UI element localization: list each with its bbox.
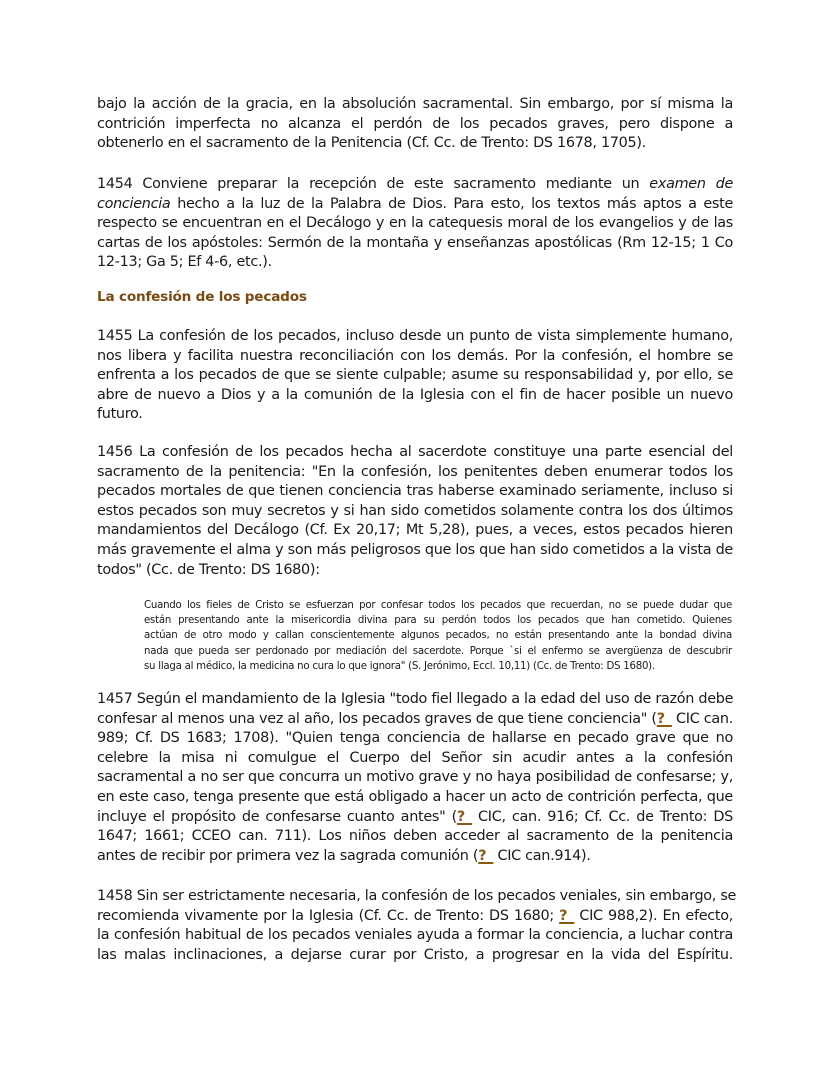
text-line: futuro. bbox=[97, 406, 143, 423]
text-run: 1454 Conviene preparar la recepción de este sacramento mediante un bbox=[97, 176, 640, 192]
text-line: todos" (Cc. de Trento: DS 1680): bbox=[97, 561, 320, 578]
italic-term: examen de bbox=[649, 176, 733, 192]
paragraph-1454 bbox=[97, 175, 733, 273]
text-line: las malas inclinaciones, a dejarse curar por Cristo, a progresar en la vida del Espíritu. bbox=[97, 946, 733, 963]
text-line bbox=[97, 195, 733, 215]
text-line bbox=[97, 175, 733, 195]
text-line: más gravemente el alma y son más peligrosos que los que han sido cometidos a la vista de bbox=[97, 541, 733, 558]
text-line: nos libera y facilita nuestra reconciliación con los demás. Por la confesión, el hombre se bbox=[97, 347, 733, 364]
text-line: abre de nuevo a Dios y a la comunión de la Iglesia con el fin de hacer posible un nuevo bbox=[97, 386, 733, 403]
text-line: 12-13; Ga 5; Ef 4-6, etc.). bbox=[97, 254, 272, 271]
section-heading: La confesión de los pecados bbox=[97, 289, 307, 305]
text-line: 1456 La confesión de los pecados hecha al sacerdote constituye una parte esencial del bbox=[97, 444, 733, 460]
cross-reference-link[interactable]: ?_ bbox=[456, 808, 472, 825]
quote-line: están presentando ante la misericordia divina para su perdón todos los pecados que han cometido. Quienes bbox=[144, 615, 732, 627]
paragraph-1455 bbox=[97, 327, 733, 425]
text-line: cartas de los apóstoles: Sermón de la montaña y enseñanzas apostólicas (Rm 12-15; 1 Co bbox=[97, 234, 733, 251]
text-line: pecados mortales de que tienen conciencia tras haberse examinado seriamente, incluso si bbox=[97, 483, 733, 500]
text-run: CIC, can. 916; Cf. Cc. de Trento: DS bbox=[471, 808, 733, 825]
text-line: celebre la misa ni comulgue el Cuerpo del Señor sin acudir antes a la confesión bbox=[97, 749, 733, 766]
text-line: 989; Cf. DS 1683; 1708). "Quien tenga conciencia de hallarse en pecado grave que no bbox=[97, 730, 733, 747]
text-line: respecto se encuentran en el Decálogo y en la catequesis moral de los evangelios y de las bbox=[97, 215, 733, 232]
text-run: CIC 988,2). En efecto, bbox=[574, 907, 734, 924]
text-line: bajo la acción de la gracia, en la absolución sacramental. Sin embargo, por sí misma la bbox=[97, 96, 733, 112]
text-line bbox=[97, 710, 733, 730]
quote-line: Cuando los fieles de Cristo se esfuerzan por confesar todos los pecados que recuerdan, no se puede dudar que bbox=[144, 600, 732, 611]
cross-reference-link[interactable]: ?_ bbox=[478, 847, 494, 864]
text-line: 1455 La confesión de los pecados, incluso desde un punto de vista simplemente humano, bbox=[97, 328, 733, 344]
cross-reference-link[interactable]: ?_ bbox=[559, 907, 575, 924]
text-line: sacramento de la penitencia: "En la confesión, los penitentes deben enumerar todos los bbox=[97, 463, 733, 480]
text-run: recomienda vivamente por la Iglesia (Cf. Cc. de Trento: DS 1680; bbox=[97, 907, 560, 924]
paragraph-1456 bbox=[97, 443, 733, 580]
text-run: antes de recibir por primera vez la sagrada comunión ( bbox=[97, 847, 479, 864]
text-line: estos pecados son muy secretos y si han sido cometidos solamente contra los dos últimos bbox=[97, 502, 733, 519]
text-line bbox=[97, 907, 733, 927]
text-line bbox=[97, 808, 733, 828]
text-run: CIC can. bbox=[671, 710, 733, 727]
text-line: en este caso, tenga presente que está obligado a hacer un acto de contrición perfecta, que bbox=[97, 788, 733, 805]
text-line: mandamientos del Decálogo (Cf. Ex 20,17; Mt 5,28), pues, a veces, estos pecados hieren bbox=[97, 522, 733, 539]
quote-line: su llaga al médico, la medicina no cura lo que ignora" (S. Jerónimo, Eccl. 10,11) (Cc. de Trento: DS 1680). bbox=[144, 660, 655, 672]
text-line bbox=[97, 847, 733, 867]
paragraph-1457 bbox=[97, 690, 733, 866]
italic-term: conciencia bbox=[97, 195, 171, 212]
text-line: 1647; 1661; CCEO can. 711). Los niños deben acceder al sacramento de la penitencia bbox=[97, 828, 733, 845]
text-line: obtenerlo en el sacramento de la Penitencia (Cf. Cc. de Trento: DS 1678, 1705). bbox=[97, 135, 646, 152]
text-run: incluye el propósito de confesarse cuanto antes" ( bbox=[97, 808, 457, 825]
quote-line: nada que pueda ser perdonado por mediación del sacerdote. Porque `si el enfermo se avergüenza de descubrir bbox=[144, 645, 732, 657]
text-line: contrición imperfecta no alcanza el perdón de los pecados graves, pero dispone a bbox=[97, 115, 733, 132]
text-line: la confesión habitual de los pecados veniales ayuda a formar la conciencia, a luchar contra bbox=[97, 927, 733, 944]
paragraph-1458 bbox=[97, 887, 737, 965]
text-line: enfrenta a los pecados de que se siente culpable; asume su responsabilidad y, por ello, se bbox=[97, 367, 733, 384]
block-quote bbox=[144, 598, 732, 674]
text-run: hecho a la luz de la Palabra de Dios. Para esto, los textos más aptos a este bbox=[177, 195, 734, 212]
cross-reference-link[interactable]: ?_ bbox=[656, 710, 672, 727]
text-line: 1457 Según el mandamiento de la Iglesia "todo fiel llegado a la edad del uso de razón debe bbox=[97, 691, 734, 707]
paragraph-intro bbox=[97, 95, 733, 154]
quote-line: actúan de otro modo y callan conscientemente algunos pecados, no están presentando ante la bondad divina bbox=[144, 630, 732, 642]
text-line: 1458 Sin ser estrictamente necesaria, la confesión de los pecados veniales, sin embargo, se bbox=[97, 888, 737, 904]
text-line: sacramental a no ser que concurra un motivo grave y no haya posibilidad de confesarse; y, bbox=[97, 769, 733, 786]
text-run: confesar al menos una vez al año, los pecados graves de que tiene conciencia" ( bbox=[97, 710, 657, 727]
text-run: CIC can.914). bbox=[493, 847, 591, 864]
